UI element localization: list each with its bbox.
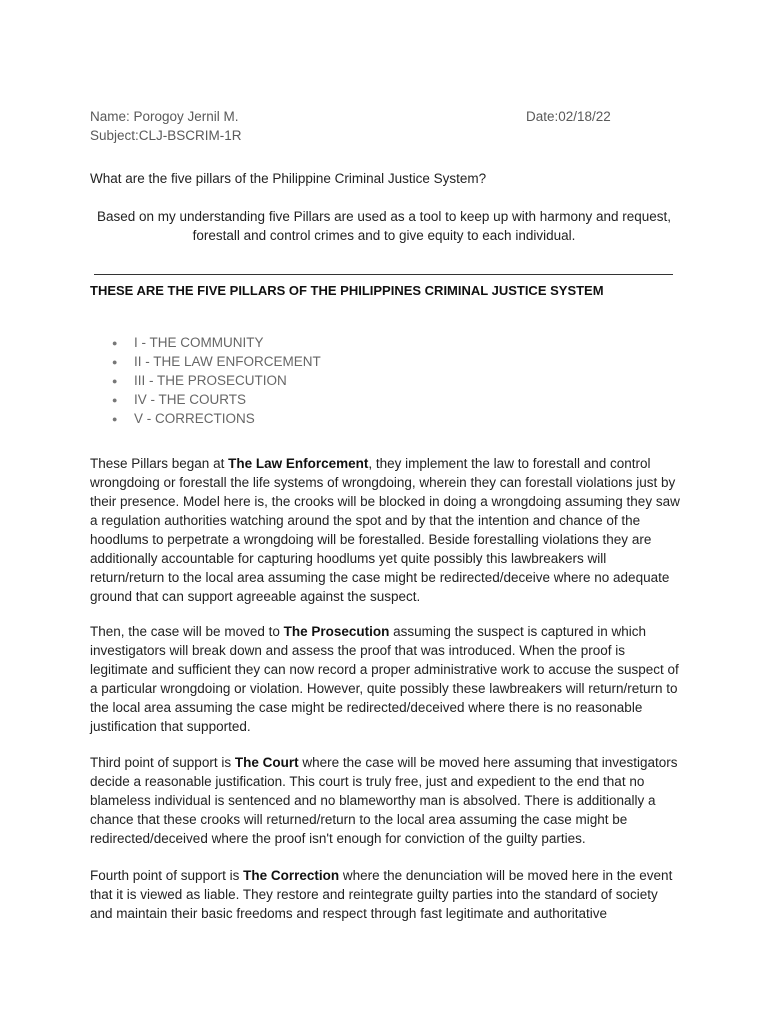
list-item bbox=[112, 390, 321, 409]
subject-line: Subject:CLJ-BSCRIM-1R bbox=[90, 128, 242, 143]
horizontal-rule bbox=[94, 274, 673, 275]
section-heading: THESE ARE THE FIVE PILLARS OF THE PHILIPPINES CRIMINAL JUSTICE SYSTEM bbox=[90, 283, 604, 298]
pillar-label: I - THE COMMUNITY bbox=[134, 335, 264, 350]
list-item bbox=[112, 333, 321, 352]
paragraph-court: Third point of support is The Court where the case will be moved here assuming that investigators decide a reasonable justification. This court is truly free, just and expedient to the end that no blameless individual is sentenced and no blameworthy man is absolved. There is additionally a chance that these crooks will returned/return to the local area assuming the case might be redirected/deceived where the proof isn't enough for conviction of the guilty parties. bbox=[90, 755, 678, 846]
pillar-label: V - CORRECTIONS bbox=[134, 411, 255, 426]
intro-paragraph bbox=[60, 207, 708, 245]
bold-term: The Correction bbox=[243, 868, 340, 883]
bullet-icon: ● bbox=[112, 395, 118, 405]
student-name: Name: Porogoy Jernil M. bbox=[90, 109, 239, 124]
intro-line-1: Based on my understanding five Pillars are used as a tool to keep up with harmony and request, bbox=[96, 209, 672, 224]
document-date: Date:02/18/22 bbox=[526, 109, 611, 124]
bullet-icon: ● bbox=[112, 338, 118, 348]
intro-line-2: forestall and control crimes and to give equity to each individual. bbox=[192, 228, 576, 243]
bullet-icon: ● bbox=[112, 414, 118, 424]
bold-term: The Prosecution bbox=[283, 624, 390, 639]
pillar-label: IV - THE COURTS bbox=[134, 392, 247, 407]
paragraph-prosecution: Then, the case will be moved to The Prosecution assuming the suspect is captured in which investigators will break down and assess the proof that was introduced. When the proof is legitimate and sufficient they can now record a proper administrative work to accuse the suspect of a particular wrongdoing or violation. However, quite possibly these lawbreakers will return/return to the local area assuming the case might be redirected/deceived where there is no reasonable justification that supported. bbox=[90, 624, 679, 734]
bold-term: The Law Enforcement bbox=[228, 456, 369, 471]
bold-term: The Court bbox=[234, 755, 299, 770]
paragraph-correction: Fourth point of support is The Correction where the denunciation will be moved here in the event that it is viewed as liable. They restore and reintegrate guilty parties into the standard of society and maintain their basic freedoms and respect through fast legitimate and authoritative bbox=[90, 868, 673, 921]
paragraph-law-enforcement: These Pillars began at The Law Enforcement, they implement the law to forestall and control wrongdoing or forestall the life systems of wrongdoing, wherein they can forestall violations just by their presence. Model here is, the crooks will be blocked in doing a wrongdoing assuming they saw a regulation authorities watching around the spot and by that the intention and chance of the hoodlums to perpetrate a wrongdoing will be forestalled. Beside forestalling violations they are additionally accountable for capturing hoodlums yet quite possibly this lawbreakers will return/return to the local area assuming the case might be redirected/deceive where no adequate ground that can support agreeable against the suspect. bbox=[90, 456, 680, 604]
bullet-icon: ● bbox=[112, 376, 118, 386]
list-item bbox=[112, 409, 321, 428]
question-text: What are the five pillars of the Philippine Criminal Justice System? bbox=[90, 171, 487, 186]
list-item bbox=[112, 352, 321, 371]
pillar-label: II - THE LAW ENFORCEMENT bbox=[134, 354, 321, 369]
bullet-icon: ● bbox=[112, 357, 118, 367]
pillars-list bbox=[112, 333, 321, 428]
pillar-label: III - THE PROSECUTION bbox=[134, 373, 287, 388]
list-item bbox=[112, 371, 321, 390]
